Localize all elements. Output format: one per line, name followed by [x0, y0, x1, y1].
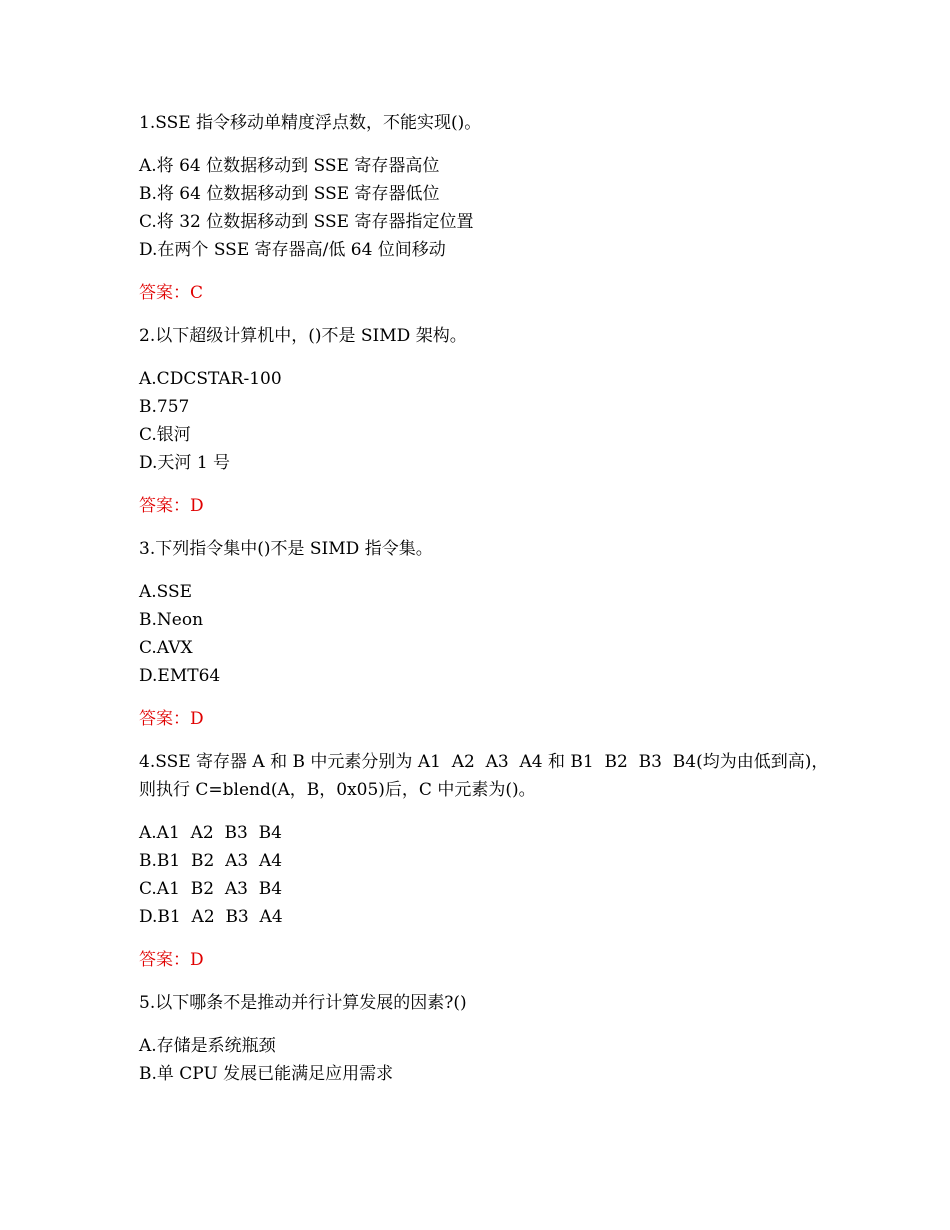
question-3-stem: 3.下列指令集中()不是 SIMD 指令集。: [139, 539, 433, 559]
question-4-stem-line-2: 则执行 C=blend(A，B，0x05)后，C 中元素为()。: [139, 780, 536, 800]
question-1-option-d: D.在两个 SSE 寄存器高/低 64 位间移动: [139, 240, 446, 260]
question-3-option-b: B.Neon: [139, 610, 204, 630]
question-4-option-a: A.A1 A2 B3 B4: [139, 823, 282, 843]
question-1-option-b: B.将 64 位数据移动到 SSE 寄存器低位: [139, 184, 440, 204]
question-5-option-b: B.单 CPU 发展已能满足应用需求: [139, 1064, 394, 1084]
question-5-option-a: A.存储是系统瓶颈: [139, 1036, 276, 1056]
question-3-answer: 答案：D: [139, 709, 204, 729]
question-2-option-d: D.天河 1 号: [139, 453, 231, 473]
question-3-option-a: A.SSE: [139, 582, 193, 602]
question-4-option-b: B.B1 B2 A3 A4: [139, 851, 283, 871]
question-2-option-b: B.757: [139, 397, 190, 417]
question-2-option-c: C.银河: [139, 425, 191, 445]
question-4-option-c: C.A1 B2 A3 B4: [139, 879, 283, 899]
question-4-answer: 答案：D: [139, 950, 204, 970]
question-1-option-a: A.将 64 位数据移动到 SSE 寄存器高位: [139, 156, 440, 176]
question-1-option-c: C.将 32 位数据移动到 SSE 寄存器指定位置: [139, 212, 474, 232]
question-4-option-d: D.B1 A2 B3 A4: [139, 907, 283, 927]
question-2-option-a: A.CDCSTAR-100: [139, 369, 282, 389]
question-5-stem: 5.以下哪条不是推动并行计算发展的因素?(): [139, 993, 467, 1013]
question-2-stem: 2.以下超级计算机中，()不是 SIMD 架构。: [139, 326, 467, 346]
question-2-answer: 答案：D: [139, 496, 204, 516]
question-3-option-d: D.EMT64: [139, 666, 221, 686]
question-1-answer: 答案：C: [139, 283, 204, 303]
question-4-stem-line-1: 4.SSE 寄存器 A 和 B 中元素分别为 A1 A2 A3 A4 和 B1 B2 B3 B4(均为由低到高)，: [139, 752, 829, 772]
question-1-stem: 1.SSE 指令移动单精度浮点数，不能实现()。: [139, 113, 482, 133]
question-3-option-c: C.AVX: [139, 638, 193, 658]
